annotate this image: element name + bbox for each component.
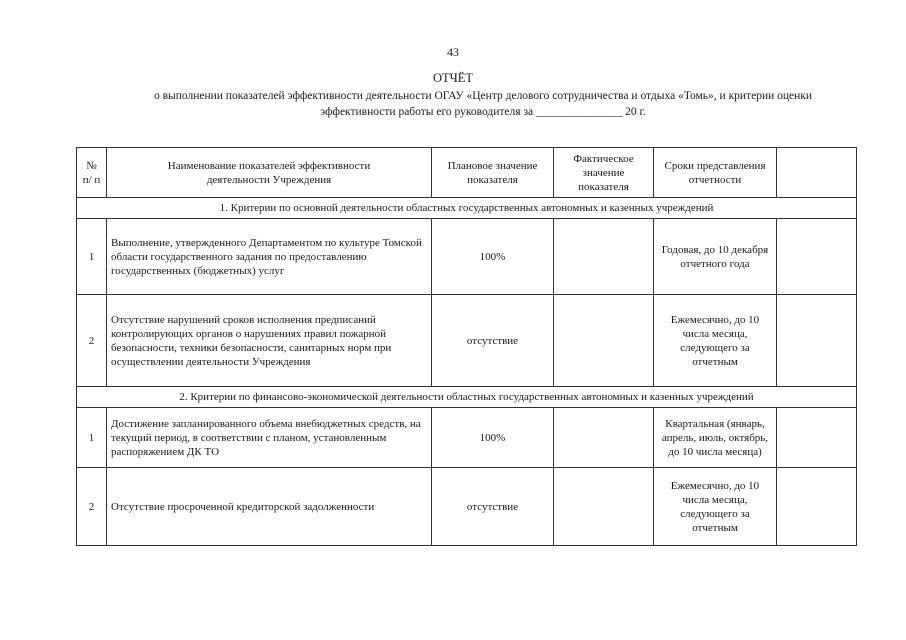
section-title: 2. Критерии по финансово-экономической деятельности областных государственных автономных и казенных учреждений [77,387,857,408]
row-deadline: Ежемесячно, до 10 числа месяца, следующего за отчетным [654,468,777,546]
subtitle-line-1: о выполнении показателей эффективности деятельности ОГАУ «Центр делового сотрудничества и отдыха «Томь», и критерии оценки [153,90,813,102]
row-num: 2 [77,295,107,387]
row-planned: отсутствие [432,295,554,387]
row-num: 1 [77,219,107,295]
section-row [77,387,857,408]
row-deadline: Годовая, до 10 декабря отчетного года [654,219,777,295]
row-extra [777,295,857,387]
row-num: 2 [77,468,107,546]
row-planned: отсутствие [432,468,554,546]
section-row [77,198,857,219]
row-extra [777,219,857,295]
header-deadline: Сроки представления отчетности [654,148,777,198]
subtitle-line-2: эффективности работы его руководителя за _______________ 20 г. [320,106,646,118]
row-deadline: Квартальная (январь, апрель, июль, октябрь, до 10 числа месяца) [654,408,777,468]
header-name: Наименование показателей эффективности деятельности Учреждения [107,148,432,198]
table-header-row [77,148,857,198]
row-name: Отсутствие просроченной кредиторской задолженности [107,468,432,546]
table-row [77,219,857,295]
report-subtitle [60,88,906,120]
header-num: № п/ п [77,148,107,198]
header-actual: Фактическое значение показателя [554,148,654,198]
table-row [77,468,857,546]
row-extra [777,408,857,468]
row-actual [554,468,654,546]
header-extra [777,148,857,198]
page-number: 43 [447,45,459,59]
row-name: Отсутствие нарушений сроков исполнения предписаний контролирующих органов о нарушениях правил пожарной безопасности, техники безопасности, санитарных норм при осуществлении деятельности Учреждения [107,295,432,387]
row-actual [554,219,654,295]
report-title: ОТЧЁТ [432,71,474,85]
indicators-table [76,147,857,546]
table-row [77,295,857,387]
row-deadline: Ежемесячно, до 10 числа месяца, следующего за отчетным [654,295,777,387]
header-planned: Плановое значение показателя [432,148,554,198]
table-row [77,408,857,468]
section-title: 1. Критерии по основной деятельности областных государственных автономных и казенных учреждений [77,198,857,219]
row-actual [554,408,654,468]
row-planned: 100% [432,219,554,295]
row-extra [777,468,857,546]
row-name: Достижение запланированного объема внебюджетных средств, на текущий период, в соответствии с планом, установленным распоряжением ДК ТО [107,408,432,468]
row-planned: 100% [432,408,554,468]
row-actual [554,295,654,387]
row-num: 1 [77,408,107,468]
row-name: Выполнение, утвержденного Департаментом по культуре Томской области государственного задания по предоставлению государственных (бюджетных) услуг [107,219,432,295]
